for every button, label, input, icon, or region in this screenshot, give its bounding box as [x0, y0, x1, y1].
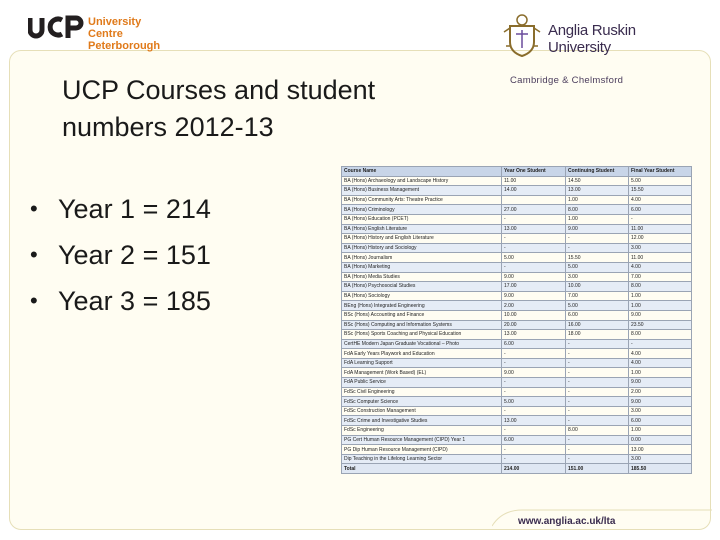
course-name-cell: BA (Hons) Psychosocial Studies [342, 282, 502, 292]
student-count-cell: - [566, 349, 629, 359]
total-count-cell: 214.00 [502, 464, 566, 474]
course-name-cell: PG Cert Human Resource Management (CIPD) Year 1 [342, 435, 502, 445]
student-numbers-table [341, 166, 692, 474]
student-count-cell: 8.00 [629, 282, 692, 292]
table-row [342, 262, 692, 272]
course-name-cell: FdSc Construction Management [342, 406, 502, 416]
bullet-list [30, 186, 211, 324]
course-name-cell: FdSc Crime and Investigative Studies [342, 416, 502, 426]
course-name-cell: Dip Teaching in the Lifelong Learning Sector [342, 454, 502, 464]
student-count-cell: 10.00 [502, 310, 566, 320]
student-count-cell: 9.00 [502, 272, 566, 282]
student-count-cell: - [629, 214, 692, 224]
student-count-cell: 11.00 [629, 224, 692, 234]
student-count-cell: 5.00 [502, 253, 566, 263]
course-name-cell: BEng (Hons) Integrated Engineering [342, 301, 502, 311]
slide-header [0, 0, 720, 86]
course-name-cell: BA (Hons) Archaeology and Landscape History [342, 176, 502, 186]
table-row [342, 205, 692, 215]
table-row [342, 176, 692, 186]
student-count-cell: 13.00 [629, 445, 692, 455]
student-count-cell: 18.00 [566, 330, 629, 340]
table-row [342, 349, 692, 359]
table-row [342, 445, 692, 455]
bullet-icon: • [30, 242, 38, 267]
course-name-cell: FdA Public Service [342, 378, 502, 388]
student-count-cell: 9.00 [502, 291, 566, 301]
table-row [342, 435, 692, 445]
student-count-cell: - [566, 454, 629, 464]
student-count-cell: 13.00 [502, 224, 566, 234]
crest-icon [502, 12, 542, 60]
student-count-cell: 9.00 [629, 310, 692, 320]
table-row [342, 416, 692, 426]
student-count-cell: 9.00 [502, 368, 566, 378]
table-row [342, 426, 692, 436]
student-count-cell: 1.00 [629, 291, 692, 301]
student-count-cell: 1.00 [629, 301, 692, 311]
total-count-cell: 185.50 [629, 464, 692, 474]
student-count-cell: 9.00 [629, 378, 692, 388]
student-count-cell: 1.00 [629, 426, 692, 436]
course-name-cell: BA (Hons) Business Management [342, 186, 502, 196]
student-count-cell: 4.00 [629, 358, 692, 368]
bullet-item: • Year 3 = 185 [30, 278, 211, 324]
course-name-cell: BSc (Hons) Accounting and Finance [342, 310, 502, 320]
student-count-cell: - [502, 349, 566, 359]
bullet-icon: • [30, 196, 38, 221]
course-name-cell: BA (Hons) Marketing [342, 262, 502, 272]
table-row [342, 301, 692, 311]
student-count-cell: 8.00 [566, 205, 629, 215]
student-count-cell: 6.00 [629, 416, 692, 426]
course-name-cell: BA (Hons) English Literature [342, 224, 502, 234]
student-count-cell: - [566, 368, 629, 378]
table-row [342, 282, 692, 292]
student-count-cell: 27.00 [502, 205, 566, 215]
ucp-logo-icon [28, 14, 86, 40]
student-count-cell: - [566, 378, 629, 388]
student-count-cell: 7.00 [629, 272, 692, 282]
student-count-cell: 3.00 [629, 406, 692, 416]
table-row [342, 243, 692, 253]
table-row [342, 454, 692, 464]
table-row [342, 253, 692, 263]
aru-logo [502, 12, 702, 92]
student-count-cell: - [502, 406, 566, 416]
course-name-cell: BA (Hons) History and English Literature [342, 234, 502, 244]
student-count-cell: 15.50 [566, 253, 629, 263]
course-name-cell: FdA Learning Support [342, 358, 502, 368]
student-count-cell: 2.00 [629, 387, 692, 397]
table-total-row [342, 464, 692, 474]
course-name-cell: BA (Hons) Education (PCET) [342, 214, 502, 224]
table-row [342, 378, 692, 388]
course-name-cell: BA (Hons) Journalism [342, 253, 502, 263]
student-count-cell: 13.00 [502, 330, 566, 340]
student-count-cell [502, 195, 566, 205]
student-count-cell: 2.00 [502, 301, 566, 311]
student-count-cell: 1.00 [566, 214, 629, 224]
course-name-cell: BA (Hons) Media Studies [342, 272, 502, 282]
table-row [342, 320, 692, 330]
student-count-cell: 11.00 [629, 253, 692, 263]
course-name-cell: FdSc Computer Science [342, 397, 502, 407]
student-count-cell: 8.00 [566, 426, 629, 436]
ucp-logo [28, 14, 178, 52]
ucp-name: University Centre Peterborough [88, 16, 161, 52]
table-body [342, 176, 692, 473]
course-name-cell: BSc (Hons) Computing and Information Systems [342, 320, 502, 330]
table-row [342, 195, 692, 205]
student-count-cell: 5.00 [502, 397, 566, 407]
student-count-cell: 15.50 [629, 186, 692, 196]
course-name-cell: CertHE Modern Japan Graduate Vocational – Photo [342, 339, 502, 349]
student-count-cell: 6.00 [566, 310, 629, 320]
student-count-cell: 14.00 [502, 186, 566, 196]
student-count-cell: 6.00 [502, 339, 566, 349]
table-row [342, 330, 692, 340]
student-count-cell: - [502, 214, 566, 224]
table-row [342, 397, 692, 407]
bullet-item: • Year 2 = 151 [30, 232, 211, 278]
course-name-cell: FdSc Engineering [342, 426, 502, 436]
student-count-cell: - [502, 243, 566, 253]
student-count-cell: - [566, 397, 629, 407]
student-count-cell: - [502, 234, 566, 244]
student-count-cell: - [502, 358, 566, 368]
total-label-cell: Total [342, 464, 502, 474]
column-header: Year One Student [502, 167, 566, 177]
student-count-cell: - [566, 234, 629, 244]
total-count-cell: 151.00 [566, 464, 629, 474]
student-count-cell: 3.00 [629, 243, 692, 253]
student-count-cell: - [502, 454, 566, 464]
course-name-cell: FdSc Civil Engineering [342, 387, 502, 397]
course-name-cell: FdA Management (Work Based) (EL) [342, 368, 502, 378]
student-count-cell: - [566, 445, 629, 455]
student-count-cell: 9.00 [566, 224, 629, 234]
student-count-cell: 4.00 [629, 262, 692, 272]
student-count-cell: 23.50 [629, 320, 692, 330]
student-count-cell: - [566, 243, 629, 253]
student-count-cell: 16.00 [566, 320, 629, 330]
student-count-cell: - [502, 387, 566, 397]
student-count-cell: 3.00 [629, 454, 692, 464]
student-count-cell: - [502, 445, 566, 455]
table-row [342, 368, 692, 378]
bullet-icon: • [30, 288, 38, 313]
student-count-cell: - [566, 406, 629, 416]
course-name-cell: BSc (Hons) Sports Coaching and Physical Education [342, 330, 502, 340]
column-header: Course Name [342, 167, 502, 177]
student-count-cell: - [629, 339, 692, 349]
student-count-cell: - [502, 262, 566, 272]
student-count-cell: 20.00 [502, 320, 566, 330]
table-row [342, 387, 692, 397]
student-count-cell: 0.00 [629, 435, 692, 445]
student-count-cell: 4.00 [629, 349, 692, 359]
table-row [342, 291, 692, 301]
student-count-cell: 4.00 [629, 195, 692, 205]
table-row [342, 214, 692, 224]
student-count-cell: 3.00 [566, 272, 629, 282]
student-count-cell: 5.00 [629, 176, 692, 186]
bullet-item: • Year 1 = 214 [30, 186, 211, 232]
aru-name: Anglia Ruskin University [548, 22, 636, 56]
student-count-cell: - [566, 416, 629, 426]
course-name-cell: BA (Hons) Sociology [342, 291, 502, 301]
student-count-cell: 14.50 [566, 176, 629, 186]
student-count-cell: - [566, 358, 629, 368]
student-count-cell: 13.00 [566, 186, 629, 196]
table-row [342, 406, 692, 416]
course-name-cell: BA (Hons) Criminology [342, 205, 502, 215]
course-name-cell: BA (Hons) Community Arts: Theatre Practice [342, 195, 502, 205]
student-count-cell: 5.00 [566, 262, 629, 272]
table-row [342, 234, 692, 244]
student-count-cell: 8.00 [629, 330, 692, 340]
course-name-cell: PG Dip Human Resource Management (CIPD) [342, 445, 502, 455]
footer-url: www.anglia.ac.uk/lta [518, 516, 616, 527]
table-row [342, 339, 692, 349]
student-count-cell: - [502, 426, 566, 436]
table-row [342, 224, 692, 234]
student-count-cell: 1.00 [629, 368, 692, 378]
student-count-cell: - [502, 378, 566, 388]
column-header: Continuing Student [566, 167, 629, 177]
student-count-cell: 9.00 [629, 397, 692, 407]
student-count-cell: 6.00 [502, 435, 566, 445]
student-count-cell: 5.00 [566, 301, 629, 311]
student-count-cell: 13.00 [502, 416, 566, 426]
slide-title: UCP Courses and student numbers 2012-13 [62, 75, 376, 142]
table-row [342, 186, 692, 196]
student-count-cell: 17.00 [502, 282, 566, 292]
student-count-cell: 11.00 [502, 176, 566, 186]
table-row [342, 272, 692, 282]
student-count-cell: 6.00 [629, 205, 692, 215]
student-count-cell: 7.00 [566, 291, 629, 301]
student-count-cell: 12.00 [629, 234, 692, 244]
student-count-cell: - [566, 339, 629, 349]
course-name-cell: BA (Hons) History and Sociology [342, 243, 502, 253]
table-header-row [342, 167, 692, 177]
course-name-cell: FdA Early Years Playwork and Education [342, 349, 502, 359]
student-count-cell: 10.00 [566, 282, 629, 292]
aru-locations: Cambridge & Chelmsford [510, 75, 624, 86]
student-count-cell: - [566, 387, 629, 397]
student-count-cell: 1.00 [566, 195, 629, 205]
student-count-cell: - [566, 435, 629, 445]
column-header: Final Year Student [629, 167, 692, 177]
table-row [342, 310, 692, 320]
table-row [342, 358, 692, 368]
